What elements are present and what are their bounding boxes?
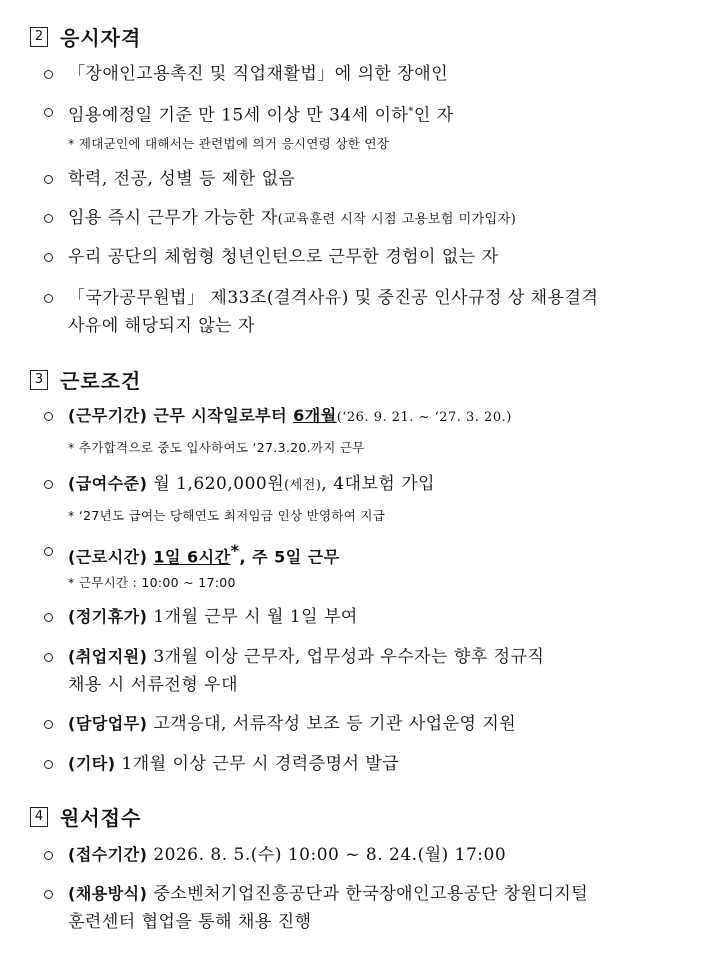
item-text: (기타) 1개월 이상 근무 시 경력증명서 발급 xyxy=(68,754,400,774)
item-text: (급여수준) 월 1,620,000원(세전), 4대보험 가입 xyxy=(68,474,436,494)
item-text: (접수기간) 2026. 8. 5.(수) 10:00 ~ 8. 24.(월) 17:00 xyxy=(68,845,507,865)
section-number-box: 4 xyxy=(30,807,48,827)
hours-note: * 근무시간 : 10:00 ~ 17:00 xyxy=(68,575,236,590)
bullet-circle-icon xyxy=(44,294,53,303)
item-text: 학력, 전공, 성별 등 제한 없음 xyxy=(68,169,296,189)
bullet-circle-icon xyxy=(44,760,53,769)
item-text: (근로시간) 1일 6시간*, 주 5일 근무 xyxy=(68,541,340,567)
section-number-box: 2 xyxy=(30,27,48,47)
item-text: (정기휴가) 1개월 근무 시 월 1일 부여 xyxy=(68,607,358,627)
bullet-circle-icon xyxy=(44,851,53,860)
item-text: 우리 공단의 체험형 청년인턴으로 근무한 경험이 없는 자 xyxy=(68,247,499,267)
section-eligibility-header xyxy=(30,22,141,51)
bullet-circle-icon xyxy=(44,412,53,421)
bullet-circle-icon xyxy=(44,108,53,117)
bullet-circle-icon xyxy=(44,613,53,622)
section-title: 원서접수 xyxy=(60,806,142,830)
item-text-line1: (취업지원) 3개월 이상 근무자, 업무성과 우수자는 향후 정규직 xyxy=(68,647,545,667)
item-text: 임용예정일 기준 만 15세 이상 만 34세 이하*인 자 xyxy=(68,105,454,126)
item-text: 「장애인고용촉진 및 직업재활법」에 의한 장애인 xyxy=(68,64,449,84)
bullet-circle-icon xyxy=(44,720,53,729)
item-text: 임용 즉시 근무가 가능한 자(교육훈련 시작 시점 고용보험 미가입자) xyxy=(68,208,517,228)
bullet-circle-icon xyxy=(44,70,53,79)
item-text: (담당업무) 고객응대, 서류작성 보조 등 기관 사업운영 지원 xyxy=(68,714,517,734)
bullet-circle-icon xyxy=(44,480,53,489)
item-text-line1: 「국가공무원법」 제33조(결격사유) 및 중진공 인사규정 상 채용결격 xyxy=(68,288,599,308)
item-text-line2: 채용 시 서류전형 우대 xyxy=(68,675,239,695)
item-text-line1: (채용방식) 중소벤처기업진흥공단과 한국장애인고용공단 창원디지털 xyxy=(68,884,589,904)
section-conditions-header xyxy=(30,365,141,394)
bullet-circle-icon xyxy=(44,253,53,262)
bullet-circle-icon xyxy=(44,653,53,662)
section-number-box: 3 xyxy=(30,370,48,390)
item-text: (근무기간) 근무 시작일로부터 6개월(‘26. 9. 21. ~ ‘27. 3. 20.) xyxy=(68,406,512,425)
bullet-circle-icon xyxy=(44,214,53,223)
section-title: 근로조건 xyxy=(60,369,142,393)
item-text-line2: 훈련센터 협업을 통해 채용 진행 xyxy=(68,912,312,932)
bullet-circle-icon xyxy=(44,890,53,899)
section-title: 응시자격 xyxy=(60,26,142,50)
period-note: * 추가합격으로 중도 입사하여도 ‘27.3.20.까지 근무 xyxy=(68,440,365,455)
item-text-line2: 사유에 해당되지 않는 자 xyxy=(68,316,255,336)
age-note: * 제대군인에 대해서는 관련법에 의거 응시연령 상한 연장 xyxy=(68,136,390,151)
bullet-circle-icon xyxy=(44,175,53,184)
section-application-header xyxy=(30,802,141,831)
bullet-circle-icon xyxy=(44,547,53,556)
pay-note: * ‘27년도 급여는 당해연도 최저임금 인상 반영하여 지급 xyxy=(68,508,386,523)
